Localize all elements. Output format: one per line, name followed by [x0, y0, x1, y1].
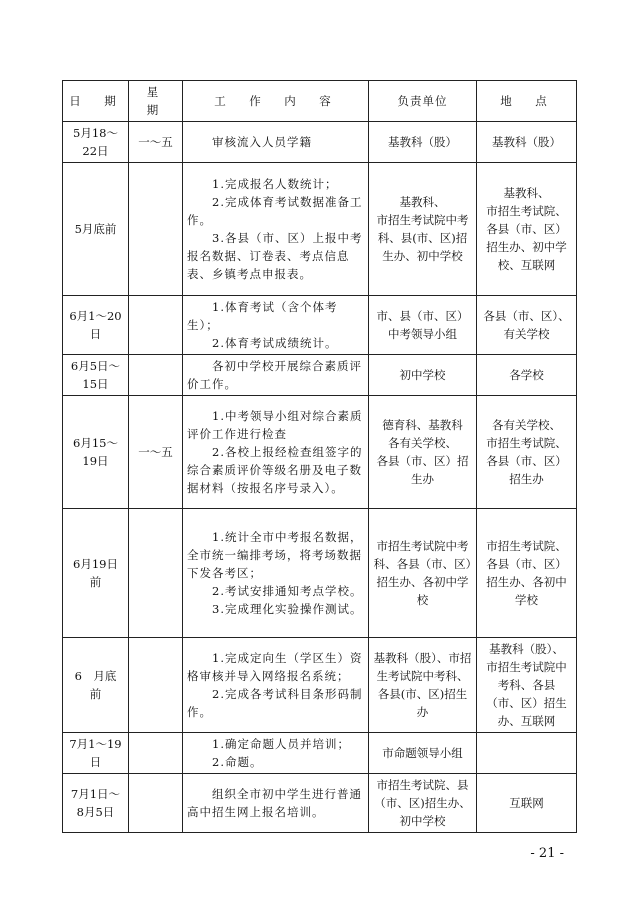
header-content: 工 作 内 容	[183, 81, 369, 122]
cell-content: 1.统计全市中考报名数据，全市统一编排考场，将考场数据下发各考区； 2.考试安排通知考点学校。 3.完成理化实验操作测试。	[183, 509, 369, 638]
cell-place: 市招生考试院、各县（市、区）招生办、各初中学校	[477, 509, 577, 638]
cell-content: 1.完成定向生（学区生）资格审核并导入网络报名系统； 2.完成各考试科目条形码制作。	[183, 638, 369, 733]
cell-date: 6月5日～ 15日	[63, 355, 129, 396]
table-row	[63, 163, 577, 296]
cell-weekday	[129, 355, 183, 396]
cell-unit: 德育科、基教科 各有关学校、 各县（市、区）招生办	[369, 396, 477, 509]
cell-date: 6 月底 前	[63, 638, 129, 733]
cell-place	[477, 733, 577, 774]
table-header-row	[63, 81, 577, 122]
cell-date: 5月底前	[63, 163, 129, 296]
table-row	[63, 509, 577, 638]
cell-content: 1.完成报名人数统计； 2.完成体育考试数据准备工作。 3.各县（市、区）上报中考报名数据、订卷表、考点信息表、乡镇考点申报表。	[183, 163, 369, 296]
header-unit: 负责单位	[369, 81, 477, 122]
cell-place: 各有关学校、 市招生考试院、各县（市、区）招生办	[477, 396, 577, 509]
cell-weekday: 一～五	[129, 396, 183, 509]
cell-unit: 基教科（股）	[369, 122, 477, 163]
cell-unit: 市招生考试院、县（市、区)招生办、初中学校	[369, 774, 477, 833]
table-row	[63, 355, 577, 396]
table-row	[63, 122, 577, 163]
header-date: 日 期	[63, 81, 129, 122]
cell-date: 7月1日～ 8月5日	[63, 774, 129, 833]
table-row	[63, 774, 577, 833]
table-row	[63, 638, 577, 733]
schedule-table	[62, 80, 577, 833]
cell-weekday	[129, 163, 183, 296]
table-row	[63, 296, 577, 355]
cell-place: 基教科（股）	[477, 122, 577, 163]
cell-unit: 市招生考试院中考科、各县（市、区）招生办、各初中学校	[369, 509, 477, 638]
header-place: 地 点	[477, 81, 577, 122]
cell-unit: 市、县（市、区）中考领导小组	[369, 296, 477, 355]
cell-content: 1.确定命题人员并培训； 2.命题。	[183, 733, 369, 774]
cell-weekday	[129, 733, 183, 774]
cell-date: 6月1～20 日	[63, 296, 129, 355]
cell-weekday	[129, 509, 183, 638]
cell-unit: 市命题领导小组	[369, 733, 477, 774]
cell-weekday	[129, 774, 183, 833]
header-weekday: 星 期	[129, 81, 183, 122]
cell-unit: 基教科、 市招生考试院中考科、县(市、区)招生办、初中学校	[369, 163, 477, 296]
cell-date: 6月15～ 19日	[63, 396, 129, 509]
cell-content: 审核流入人员学籍	[183, 122, 369, 163]
cell-content: 1.体育考试（含个体考生）； 2.体育考试成绩统计。	[183, 296, 369, 355]
cell-place: 各学校	[477, 355, 577, 396]
table-row	[63, 733, 577, 774]
page-number: - 21 -	[530, 846, 564, 861]
cell-date: 5月18～ 22日	[63, 122, 129, 163]
cell-content: 1.中考领导小组对综合素质评价工作进行检查 2.各校上报经检查组签字的综合素质评价等级名册及电子数据材料（按报名序号录入）。	[183, 396, 369, 509]
cell-place: 各县（市、区）、有关学校	[477, 296, 577, 355]
cell-unit: 初中学校	[369, 355, 477, 396]
cell-place: 基教科、 市招生考试院、各县（市、区）招生办、初中学校、互联网	[477, 163, 577, 296]
cell-unit: 基教科（股）、市招生考试院中考科、各县(市、区)招生办	[369, 638, 477, 733]
table-row	[63, 396, 577, 509]
cell-place: 互联网	[477, 774, 577, 833]
cell-weekday	[129, 296, 183, 355]
cell-place: 基教科（股）、 市招生考试院中考科、各县（市、区）招生办、互联网	[477, 638, 577, 733]
cell-weekday	[129, 638, 183, 733]
cell-weekday: 一～五	[129, 122, 183, 163]
cell-content: 组织全市初中学生进行普通高中招生网上报名培训。	[183, 774, 369, 833]
cell-date: 7月1～19 日	[63, 733, 129, 774]
cell-date: 6月19日 前	[63, 509, 129, 638]
cell-content: 各初中学校开展综合素质评价工作。	[183, 355, 369, 396]
